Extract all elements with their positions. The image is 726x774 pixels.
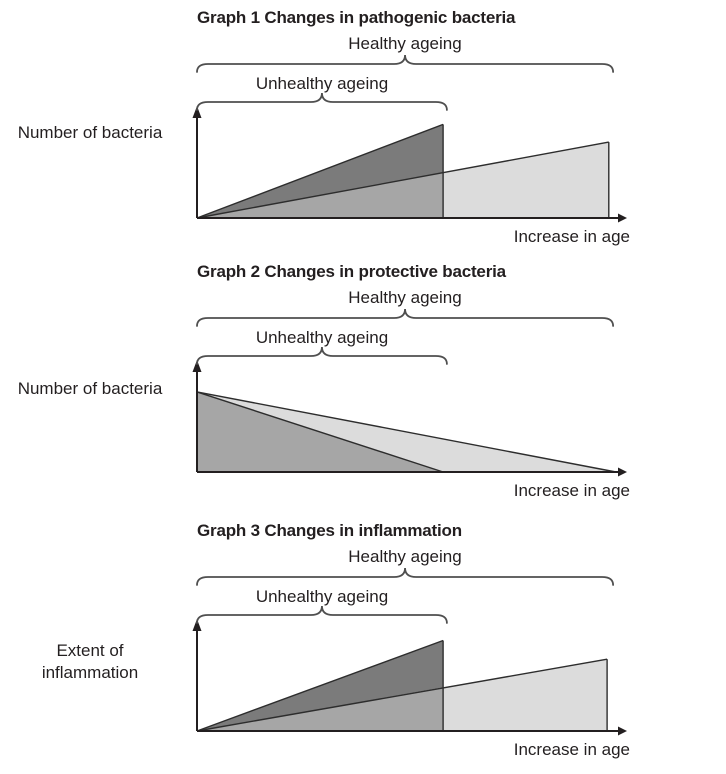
healthy-ageing-label: Healthy ageing [348,547,462,566]
y-axis-label [0,640,180,684]
y-axis-label-line: inflammation [41,663,139,682]
x-axis-label: Increase in age [513,227,630,246]
healthy-ageing-label: Healthy ageing [348,34,462,53]
x-axis-arrowhead-icon [618,214,627,223]
healthy-area [443,142,609,218]
unhealthy-ageing-brace [197,347,447,364]
graph-1-title: Graph 1 Changes in pathogenic bacteria [197,8,516,27]
healthy-area [443,659,607,731]
unhealthy-ageing-brace [197,606,447,623]
graph-2-title: Graph 2 Changes in protective bacteria [197,262,506,281]
graph-3-block [0,521,726,771]
unhealthy-ageing-label: Unhealthy ageing [255,328,389,347]
graph-1-block [0,8,726,258]
healthy-ageing-brace [197,55,613,72]
y-axis-label-line: Number of bacteria [17,123,163,142]
y-axis-label [0,122,180,144]
healthy-ageing-brace [197,568,613,585]
x-axis-label: Increase in age [513,740,630,759]
unhealthy-ageing-label: Unhealthy ageing [255,74,389,93]
x-axis-arrowhead-icon [618,468,627,477]
x-axis-label: Increase in age [513,481,630,500]
unhealthy-ageing-brace [197,93,447,110]
unhealthy-ageing-label: Unhealthy ageing [255,587,389,606]
y-axis-label [0,378,180,400]
graph-2-block [0,262,726,512]
healthy-ageing-label: Healthy ageing [348,288,462,307]
x-axis-arrowhead-icon [618,727,627,736]
y-axis-label-line: Extent of [56,641,124,660]
y-axis-label-line: Number of bacteria [17,379,163,398]
graph-3-title: Graph 3 Changes in inflammation [197,521,462,540]
healthy-ageing-brace [197,309,613,326]
